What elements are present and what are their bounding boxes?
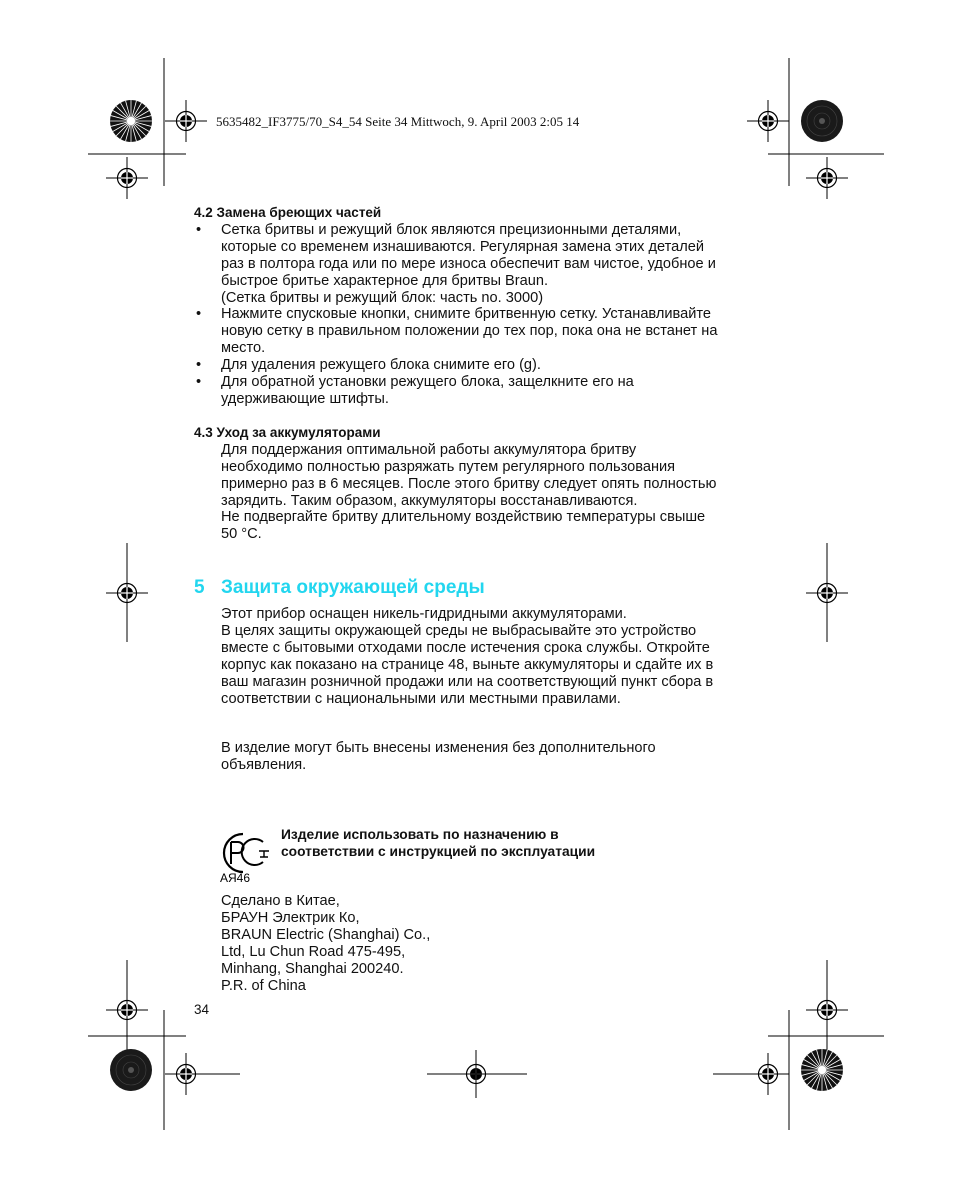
section-5-number: 5 xyxy=(194,577,205,598)
list-item: • Для обратной установки режущего блока, защелкните его на удерживающие штифты. xyxy=(196,374,634,407)
print-header: 5635482_IF3775/70_S4_54 Seite 34 Mittwoch, 9. April 2003 2:05 14 xyxy=(216,114,580,129)
registration-mark xyxy=(165,100,207,142)
page-number: 34 xyxy=(194,1002,210,1017)
list-item: • Сетка бритвы и режущий блок являются прецизионными деталями, которые со временем изнашиваются. Регулярная замена этих деталей раз в полтора года или по мере износа обеспечит вам чистое, удобное и быстрое бритье характерное для бритвы Braun. (Сетка бритвы и режущий блок: часть no. 3000) xyxy=(196,221,716,306)
bullet-icon: • xyxy=(196,357,202,374)
list-item: • Для удаления режущего блока снимите его (g). xyxy=(196,357,541,374)
section-5-title-text: Защита окружающей среды xyxy=(221,577,485,598)
manufacturer-address: Сделано в Китае, БРАУН Электрик Ко, BRAUN Electric (Shanghai) Co., Ltd, Lu Chun Road 475-495, Minhang, Shanghai 200240. P.R. of China xyxy=(221,893,431,994)
change-notice: В изделие могут быть внесены изменения без дополнительного объявления. xyxy=(221,740,656,774)
bullet-icon: • xyxy=(196,221,202,238)
cert-code: АЯ46 xyxy=(220,871,251,884)
section-5-title xyxy=(194,576,485,600)
section-4-2-bullets xyxy=(194,222,764,408)
registration-mark xyxy=(106,989,148,1031)
registration-mark xyxy=(806,572,848,614)
certification-logo xyxy=(219,830,275,884)
registration-mark xyxy=(106,157,148,199)
section-4-2-title: 4.2 Замена бреющих частей xyxy=(194,205,382,220)
registration-mark xyxy=(106,572,148,614)
registration-mark xyxy=(806,157,848,199)
main-content xyxy=(194,205,764,543)
bullet-icon: • xyxy=(196,306,202,323)
bullet-icon: • xyxy=(196,374,202,391)
section-5-body: Этот прибор оснащен никель-гидридными аккумуляторами. В целях защиты окружающей среды не выбрасывайте это устройство вместе с бытовыми отходами после истечения срока службы. Откройте корпус как показано на странице 48, выньте аккумуляторы и сдайте их в ваш магазин розничной продажи или на соответствующий пункт сбора в соответствии с национальными или местными правилами. В изделие могут быть внесены изменения без дополнительного объявления. xyxy=(221,606,766,774)
registration-mark xyxy=(806,989,848,1031)
dark-target-bottom-left xyxy=(110,1049,152,1091)
list-item: • Нажмите спусковые кнопки, снимите бритвенную сетку. Устанавливайте новую сетку в правильном положении до тех пор, пока она не встанет на место. xyxy=(196,306,718,357)
usage-notice: Изделие использовать по назначению в соответствии с инструкцией по эксплуатации xyxy=(281,827,596,859)
dark-target-top-right xyxy=(801,100,843,142)
section-4-3-body: Для поддержания оптимальной работы аккумулятора бритву необходимо полностью разряжать путем регулярного пользования примерно раз в 6 месяцев. После этого бритву следует опять полностью зарядить. Таким образом, аккумуляторы восстанавливаются. Не подвергайте бритву длительному воздействию температуры свыше 50 °C. xyxy=(221,441,717,543)
registration-mark xyxy=(747,100,789,142)
star-target-bottom-right xyxy=(801,1049,843,1091)
section-4-3-title: 4.3 Уход за аккумуляторами xyxy=(194,424,381,440)
star-target-top-left xyxy=(110,100,152,142)
